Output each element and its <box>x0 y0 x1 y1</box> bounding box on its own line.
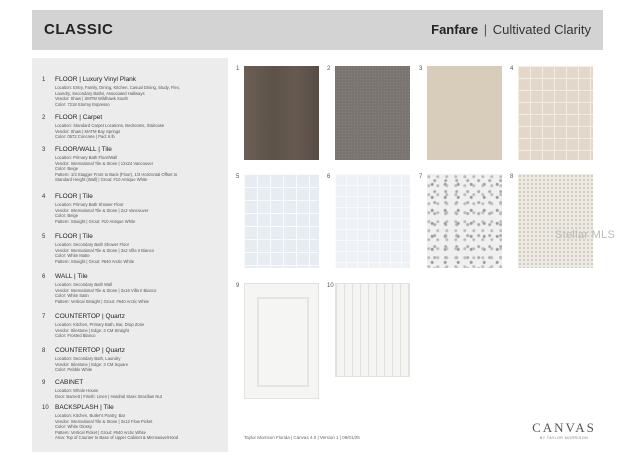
item-details <box>55 388 225 399</box>
item-number: 7 <box>42 314 46 320</box>
quartz-swatch <box>518 174 593 268</box>
collection-title: CLASSIC <box>44 21 114 38</box>
item-detail-line: Color: White Glossy <box>55 424 92 430</box>
item-number: 8 <box>42 348 46 354</box>
swatch-number: 6 <box>327 174 331 180</box>
item-detail-line: Color: White Satin <box>55 293 89 299</box>
swatch-number: 10 <box>327 283 334 289</box>
item-detail-line: Standard Height (Wall) | Grout: #10 Antique White <box>55 177 148 183</box>
item-detail-line: Location: Secondary Bath Wall <box>55 282 113 287</box>
brand-name: CANVAS <box>532 420 596 435</box>
item-number: 2 <box>42 115 46 121</box>
item-detail-line: Vendor: Silestone | Edge: 3 CM Square <box>55 361 129 367</box>
mosaic-tile-swatch <box>244 174 319 268</box>
scheme-separator: | <box>483 22 488 37</box>
item-detail-line: Vendor: International Tile & Stone | 3x16 Villa II Bianco <box>55 287 157 293</box>
item-detail-line: Color: Frosted Blanco <box>55 333 96 339</box>
quartz-swatch <box>427 174 502 268</box>
item-details <box>55 322 225 339</box>
item-detail-line: Location: Primary Bath Floor/Wall <box>55 155 118 160</box>
item-detail-line: Pattern: Straight | Grout: #640 Arctic White <box>55 258 135 264</box>
item-detail-line: Vendor: Silestone | Edge: 3 CM Straight <box>55 327 129 333</box>
item-title: FLOOR | Carpet <box>55 114 103 121</box>
swatch-number: 8 <box>510 174 514 180</box>
item-details <box>55 155 225 183</box>
item-detail-line: Location: Standard Carpet Locations, Bedrooms, Staircase <box>55 123 165 128</box>
item-number: 4 <box>42 194 46 200</box>
tile-swatch <box>427 66 502 160</box>
watermark: Stellar MLS <box>555 229 616 241</box>
item-details <box>55 123 225 140</box>
item-number: 5 <box>42 234 46 240</box>
item-detail-line: Color: White Matte <box>55 253 90 259</box>
item-detail-line: Vendor: International Tile & Stone | 12x24 Vancouver <box>55 160 154 166</box>
item-detail-line: Color: Beige <box>55 213 79 219</box>
item-detail-line: Pattern: Vertical Straight | Grout: #640 Arctic White <box>55 298 149 304</box>
item-details <box>55 356 225 373</box>
item-title: COUNTERTOP | Quartz <box>55 347 125 354</box>
item-detail-line: Pattern: Straight | Grout: #10 Antique White <box>55 218 136 224</box>
item-details <box>55 413 225 441</box>
scheme-subtitle: Cultivated Clarity <box>492 22 591 37</box>
item-detail-line: Location: Secondary Bath, Laundry <box>55 356 121 361</box>
swatch-number: 4 <box>510 66 514 72</box>
item-title: CABINET <box>55 379 84 386</box>
item-detail-line: Color: 7218 Stormy Espresso <box>55 101 110 107</box>
item-detail-line: Pattern: 1/3 Stagger Front to Back (Floor), 1/3 Horizontal Offset to <box>55 171 178 177</box>
scheme-title <box>431 22 591 37</box>
swatch-number: 3 <box>419 66 423 72</box>
item-details <box>55 85 225 107</box>
item-detail-line: Location: Kitchen, Butler's Pantry, Bar <box>55 413 126 418</box>
swatch-number: 5 <box>236 174 240 180</box>
backsplash-swatch <box>335 283 410 377</box>
swatch-number: 9 <box>236 283 240 289</box>
item-detail-line: Location: Entry, Family, Dining, Kitchen, Casual Dining, Study, Flex, <box>55 85 180 90</box>
cabinet-door-swatch <box>244 283 319 399</box>
item-number: 9 <box>42 380 46 386</box>
item-title: WALL | Tile <box>55 273 88 280</box>
item-detail-line: Area: Top of Counter to Base of Upper Cabinet & Microwave/Hood <box>55 435 179 441</box>
item-number: 6 <box>42 274 46 280</box>
mosaic-tile-swatch <box>518 66 593 160</box>
item-detail-line: Color: Pebble White <box>55 367 93 373</box>
selection-list <box>32 58 228 452</box>
item-detail-line: Location: Primary Bath Shower Floor <box>55 202 124 207</box>
item-detail-line: Pattern: Vertical Picket | Grout: #640 Arctic White <box>55 429 146 435</box>
footer-text: Taylor Morrison Florida | Canvas 4.0 | Version 1 | 09/01/25 <box>244 435 360 440</box>
carpet-swatch <box>335 66 410 160</box>
item-title: FLOOR | Tile <box>55 193 93 200</box>
item-title: FLOOR | Tile <box>55 233 93 240</box>
item-detail-line: Door: Barnett | Finish: Linen | Hardrial Stain: Brazilian Nut <box>55 393 162 399</box>
item-detail-line: Vendor: International Tile & Stone | 2x2 Vancouver <box>55 207 149 213</box>
item-title: BACKSPLASH | Tile <box>55 404 114 411</box>
item-details <box>55 242 225 264</box>
item-detail-line: Vendor: International Tile & Stone | 3x2 Villa II Bianco <box>55 247 155 253</box>
item-detail-line: Vendor: International Tile & Stone | 3x12 Flow Picket <box>55 418 153 424</box>
swatch-number: 2 <box>327 66 331 72</box>
item-detail-line: Vendor: Shaw | MATM Bay Springs <box>55 128 121 134</box>
item-detail-line: Color: 0572 Concrete | Pad: 6 lb <box>55 134 115 140</box>
item-details <box>55 202 225 224</box>
item-number: 10 <box>42 405 49 411</box>
door-panel <box>257 297 309 387</box>
item-number: 1 <box>42 77 46 83</box>
header-bar <box>32 10 603 50</box>
item-number: 3 <box>42 147 46 153</box>
item-detail-line: Location: Whole House <box>55 388 99 393</box>
item-detail-line: Vendor: Shaw | SMTM Wildhawk South <box>55 96 129 102</box>
wood-swatch <box>244 66 319 160</box>
wall-tile-swatch <box>335 174 410 268</box>
item-detail-line: Color: Beige <box>55 166 79 172</box>
item-title: COUNTERTOP | Quartz <box>55 313 125 320</box>
scheme-name: Fanfare <box>431 22 479 37</box>
item-details <box>55 282 225 304</box>
item-title: FLOOR | Luxury Vinyl Plank <box>55 76 137 83</box>
item-detail-line: Location: Kitchen, Primary Bath, Bar, Drop Zone <box>55 322 145 327</box>
brand-logo <box>520 420 608 440</box>
item-detail-line: Location: Secondary Bath Shower Floor <box>55 242 130 247</box>
swatch-number: 7 <box>419 174 423 180</box>
item-title: FLOOR/WALL | Tile <box>55 146 112 153</box>
brand-subtitle: BY TAYLOR MORRISON <box>539 436 589 440</box>
swatch-number: 1 <box>236 66 240 72</box>
item-detail-line: Laundry, Secondary Baths, Associated Hallways <box>55 90 145 96</box>
